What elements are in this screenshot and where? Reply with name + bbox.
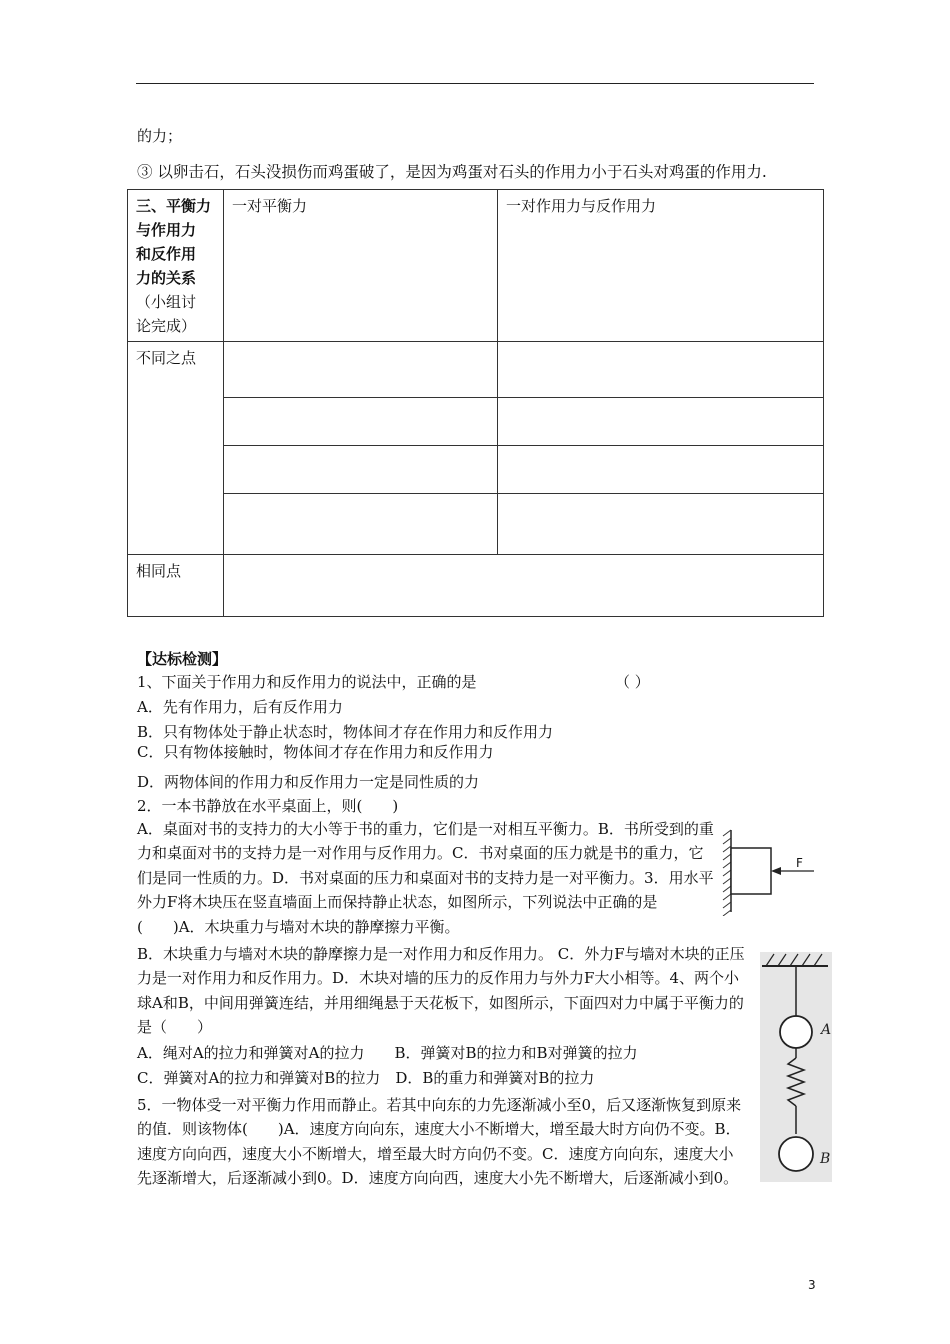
diff-cell — [224, 342, 498, 398]
diff-cell — [498, 494, 824, 555]
diff-cell — [224, 446, 498, 494]
same-label: 相同点 — [128, 555, 224, 617]
q1-option: A．先有作用力，后有反作用力 — [137, 698, 343, 716]
q2-stem: 2．一本书静放在水平桌面上，则( ) — [137, 797, 399, 815]
table-note-line: （小组讨 — [136, 293, 197, 311]
page-number: 3 — [808, 1278, 816, 1292]
wall-block-figure — [718, 824, 830, 916]
q1-option: C．只有物体接触时，物体间才存在作用力和反作用力 — [137, 743, 494, 761]
diff-cell — [224, 398, 498, 446]
q1-option: B．只有物体处于静止状态时，物体间才存在作用力和反作用力 — [137, 723, 554, 741]
q5-paragraph: 5．一物体受一对平衡力作用而静止。若其中向东的力先逐渐减小至0，后又逐渐恢复到原来的值．则该物体( )A．速度方向向东，速度大小不断增大，增至最大时方向仍不变。B．速度方向向西，速度大小不断增大，增至最大时方向仍不变。C．速度方向向东，速度大小先逐渐增大，后逐渐减小到0。D．速度方向向西，速度大小先不断增大，后逐渐减小到0。 — [137, 1096, 742, 1188]
table-title-line: 和反作用 — [136, 245, 197, 263]
q4-option: A．绳对A的拉力和弹簧对A的拉力 B．弹簧对B的拉力和B对弹簧的拉力 — [137, 1044, 638, 1062]
q1-blank: （ ） — [615, 673, 650, 691]
diff-cell — [224, 494, 498, 555]
table-title-cell — [128, 190, 224, 342]
section-title: 【达标检测】 — [137, 650, 228, 668]
ball-a-label: A — [821, 1022, 832, 1038]
header-rule — [136, 83, 814, 84]
table-title-line: 力的关系 — [136, 269, 197, 287]
ball-b-label: B — [820, 1151, 831, 1167]
col-header-action-reaction: 一对作用力与反作用力 — [498, 190, 824, 342]
statement-3: ③ 以卵击石，石头没损伤而鸡蛋破了，是因为鸡蛋对石头的作用力小于石头对鸡蛋的作用力. — [137, 163, 767, 181]
table-title-line: 与作用力 — [136, 221, 197, 239]
q1-stem: 1、下面关于作用力和反作用力的说法中，正确的是 — [137, 673, 477, 691]
table-note-line: 论完成） — [136, 317, 197, 335]
continuation-text: 的力； — [137, 127, 183, 145]
wall-block-diagram — [718, 824, 830, 916]
diff-cell — [498, 398, 824, 446]
q4-option: C．弹簧对A的拉力和弹簧对B的拉力 D．B的重力和弹簧对B的拉力 — [137, 1069, 595, 1087]
q1-option: D．两物体间的作用力和反作用力一定是同性质的力 — [137, 773, 480, 791]
same-cell — [224, 555, 824, 617]
spring-balls-figure — [760, 952, 832, 1182]
col-header-balance: 一对平衡力 — [224, 190, 498, 342]
diff-cell — [498, 342, 824, 398]
q3-q4-paragraph: B．木块重力与墙对木块的静摩擦力是一对作用力和反作用力。 C．外力F与墙对木块的正压力是一对作用力和反作用力。D．木块对墙的压力的反作用力与外力F大小相等。4、两个小球A和B，中间用弹簧连结，并用细绳悬于天花板下，如图所示，下面四对力中属于平衡力的是（ ） — [137, 945, 745, 1037]
q2-q3-paragraph: A．桌面对书的支持力的大小等于书的重力，它们是一对相互平衡力。B．书所受到的重力和桌面对书的支持力是一对作用与反作用力。C．书对桌面的压力就是书的重力，它们是同一性质的力。D．书对桌面的压力和桌面对书的支持力是一对平衡力。3．用水平外力F将木块压在竖直墙面上而保持静止状态，如图所示，下列说法中正确的是( )A．木块重力与墙对木块的静摩擦力平衡。 — [137, 820, 714, 936]
diff-label: 不同之点 — [128, 342, 224, 555]
table-title-line: 三、平衡力 — [136, 197, 212, 215]
diff-cell — [498, 446, 824, 494]
relation-table — [127, 189, 824, 617]
force-label: F — [796, 856, 803, 870]
spring-balls-diagram — [760, 952, 832, 1182]
